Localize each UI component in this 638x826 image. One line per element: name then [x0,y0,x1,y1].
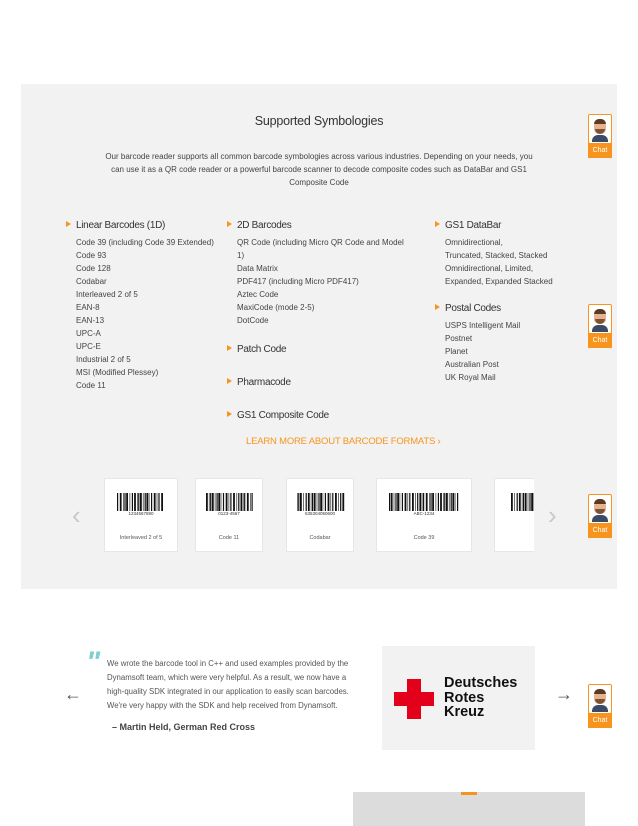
list-item: Data Matrix [237,264,278,273]
list-item: Industrial 2 of 5 [76,355,131,364]
chat-widget[interactable] [588,684,612,728]
agent-avatar [588,304,612,334]
list-item: USPS Intelligent Mail [445,321,521,330]
list-item: UPC-E [76,342,101,351]
carousel-next-arrow-icon[interactable]: › [548,500,557,530]
postal-heading[interactable]: Postal Codes [435,302,565,315]
triangle-bullet-icon [227,378,232,384]
barcode-carousel [94,478,534,552]
list-item: DotCode [237,316,269,325]
barcode-caption: Code 11 [218,535,240,541]
list-item: Code 11 [76,381,106,390]
triangle-bullet-icon [227,345,232,351]
chat-widget[interactable] [588,304,612,348]
gs1-composite-heading[interactable]: GS1 Composite Code [227,409,407,422]
list-item: Truncated, Stacked, Stacked [445,251,548,260]
list-item: UPC-A [76,329,101,338]
list-item: Australian Post [445,360,499,369]
section-intro: Our barcode reader supports all common barcode symbologies across various industries. Depending on your needs, you can use it as a QR code reader or a powerful barcode scanner to decode composite codes such as DataBar and GS1 Composite Code [105,152,533,187]
barcode-icon [389,493,459,511]
chat-label: Chat [588,523,612,538]
list-item: MSI (Modified Plessey) [76,368,159,377]
chat-label: Chat [588,333,612,348]
list-item: UK Royal Mail [445,373,496,382]
list-item: PDF417 (including Micro PDF417) [237,277,359,286]
barcode-value: 1234567890 [128,511,154,516]
list-item: EAN-8 [76,303,100,312]
patch-code-heading[interactable]: Patch Code [227,343,407,356]
quote-mark-icon: " [86,646,101,679]
list-item: Aztec Code [237,290,279,299]
barcode-value: 0123-4567 [218,511,240,516]
red-cross-logo [382,646,535,750]
testimonial-prev-arrow-icon[interactable]: ← [64,684,82,704]
barcode-icon [206,493,254,511]
barcode-card[interactable] [376,478,472,552]
agent-avatar [588,494,612,524]
list-item: MaxiCode (mode 2-5) [237,303,315,312]
triangle-bullet-icon [435,221,440,227]
list-item: Codabar [76,277,107,286]
column-gs1-databar [445,219,565,384]
section-title: Supported Symbologies [254,114,384,128]
barcode-card[interactable] [195,478,263,552]
list-item: Interleaved 2 of 5 [76,290,138,299]
barcode-caption: Code 39 [413,535,435,541]
linear-heading[interactable]: Linear Barcodes (1D) [66,219,226,232]
learn-more-link[interactable]: LEARN MORE ABOUT BARCODE FORMATS › [246,436,441,447]
barcode-caption: Interleaved 2 of 5 [119,535,163,541]
barcode-value [511,511,534,516]
triangle-bullet-icon [227,411,232,417]
list-item: Code 93 [76,251,107,260]
triangle-bullet-icon [66,221,71,227]
testimonial-next-arrow-icon[interactable]: → [555,684,573,704]
list-item: Code 128 [76,264,111,273]
barcode-value: ABC-1234 [413,511,435,516]
list-item: Omnidirectional, Limited, [445,264,534,273]
carousel-prev-arrow-icon[interactable]: ‹ [72,500,81,530]
triangle-bullet-icon [435,304,440,310]
barcode-caption [511,535,534,541]
triangle-bullet-icon [227,221,232,227]
list-item: Planet [445,347,468,356]
next-section-image [353,792,585,826]
chat-label: Chat [588,713,612,728]
barcode-icon [117,493,165,511]
barcode-icon [297,493,345,511]
barcode-value: 635304050600 [304,511,336,516]
barcode-icon [511,493,534,511]
barcode-card[interactable] [494,478,534,552]
list-item: Postnet [445,334,473,343]
barcode-caption: Codabar [309,535,331,541]
agent-avatar [588,684,612,714]
list-item: QR Code (including Micro QR Code and Model 1) [237,238,404,260]
list-item: Expanded, Expanded Stacked [445,277,553,286]
red-cross-icon [394,679,434,719]
chat-widget[interactable] [588,494,612,538]
agent-avatar [588,114,612,144]
barcode-card[interactable] [286,478,354,552]
chat-label: Chat [588,143,612,158]
testimonial-quote: We wrote the barcode tool in C++ and used examples provided by the Dynamsoft team, which were very helpful. As a result, we now have a high-quality SDK integrated in our application to easily scan barcodes. We're very happy with the SDK and help received from Dynamsoft. [107,659,349,710]
pharmacode-heading[interactable]: Pharmacode [227,376,407,389]
chat-widget[interactable] [588,114,612,158]
testimonial-author: – Martin Held, German Red Cross [112,722,256,732]
logo-wordmark: Deutsches Rotes Kreuz [444,675,518,720]
gs1-databar-heading[interactable]: GS1 DataBar [435,219,565,232]
column-linear [76,219,226,392]
barcode-card[interactable] [104,478,178,552]
list-item: EAN-13 [76,316,105,325]
column-2d [237,219,407,426]
list-item: Code 39 (including Code 39 Extended) [76,238,214,247]
list-item: Omnidirectional, [445,238,503,247]
2d-heading[interactable]: 2D Barcodes [227,219,407,232]
